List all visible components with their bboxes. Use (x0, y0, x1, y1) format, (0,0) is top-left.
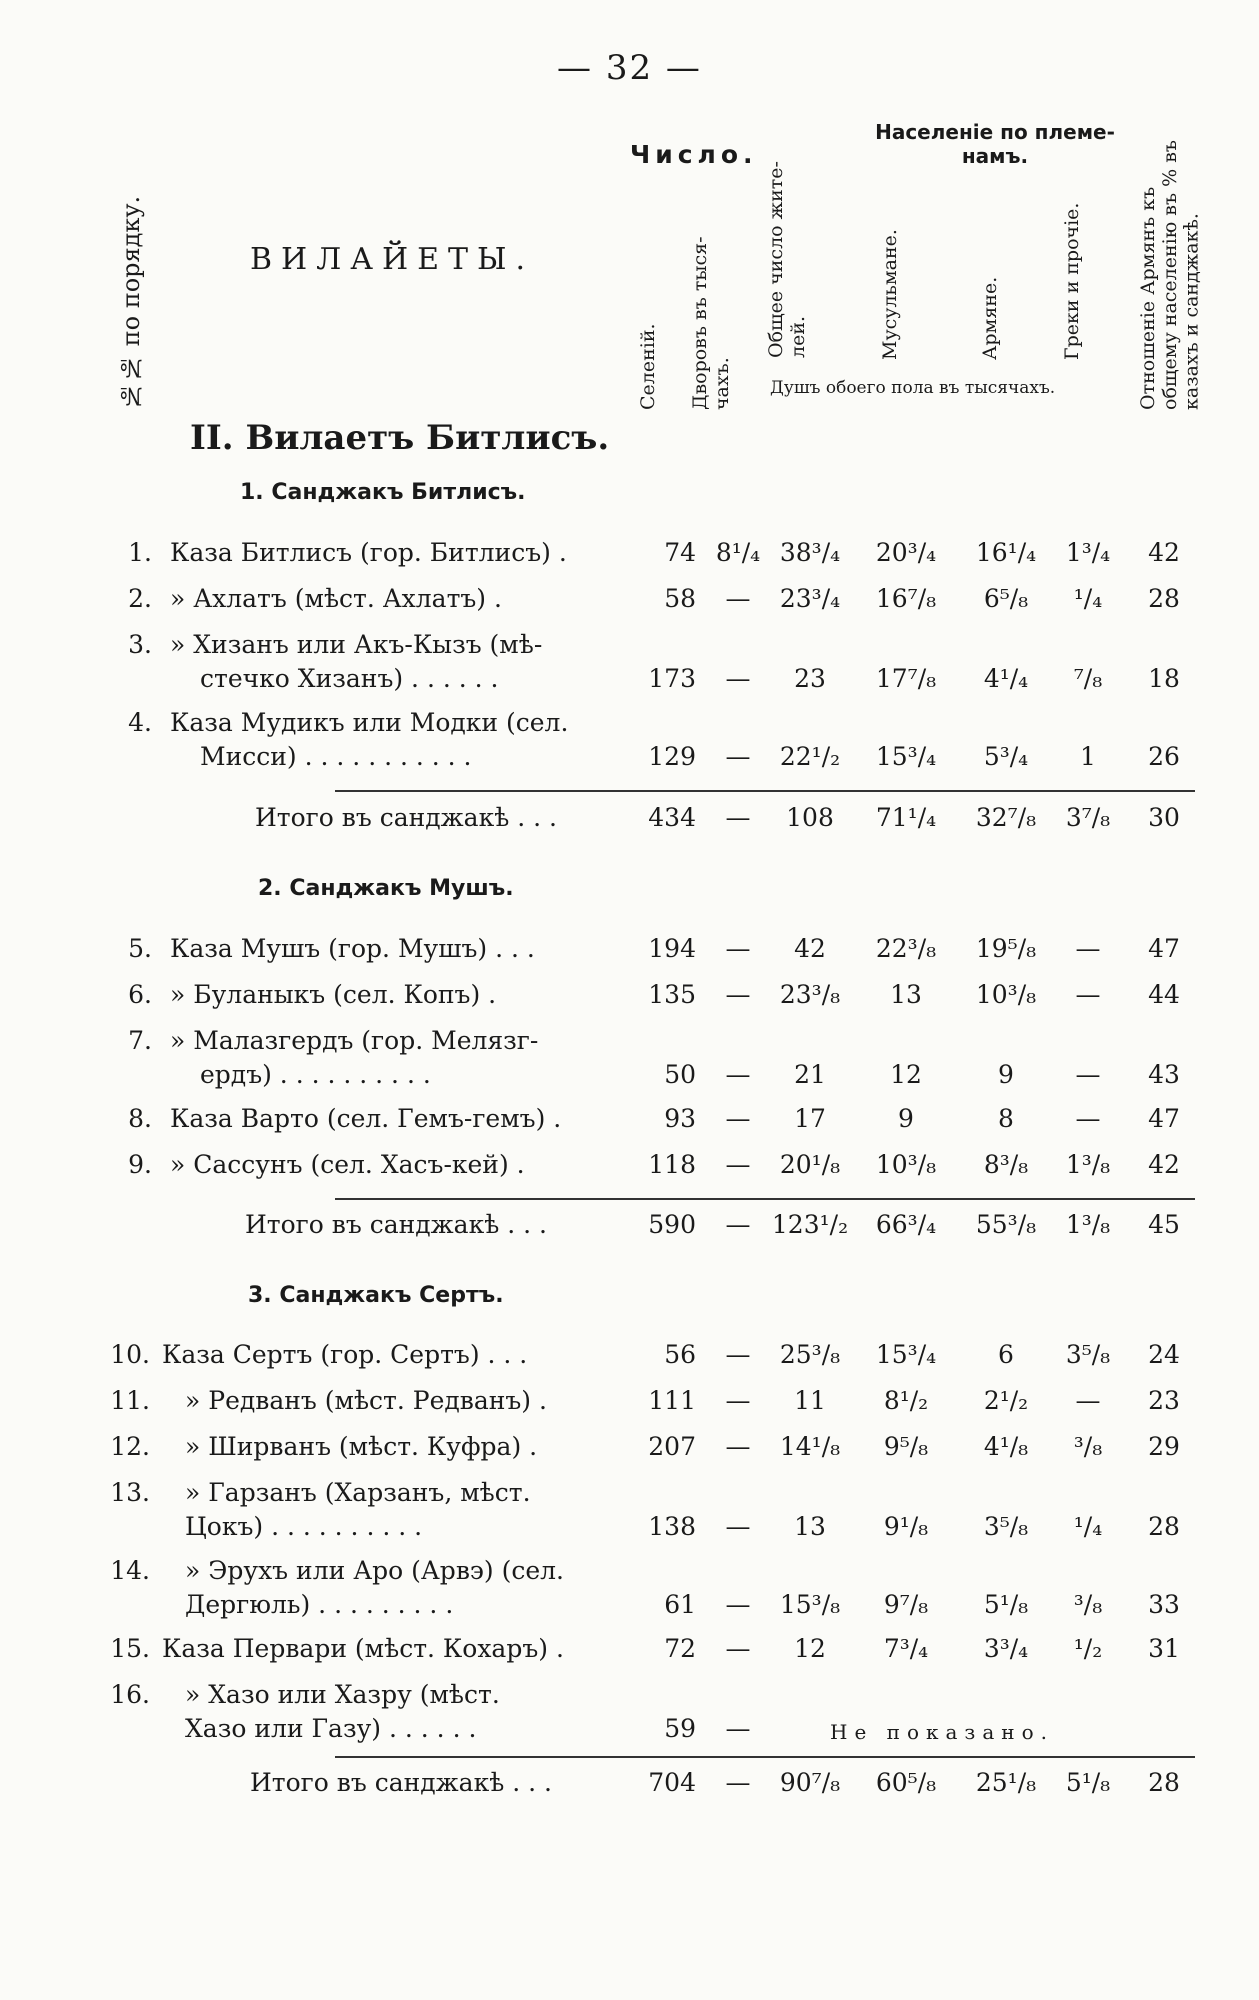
cell-greeks: 3⁵/₈ (1065, 1340, 1111, 1369)
row-name: » Хазо или Хазру (мѣст. (185, 1680, 500, 1709)
cell-armenians: 2¹/₂ (983, 1386, 1029, 1415)
cell-muslims: 8¹/₂ (883, 1386, 929, 1415)
cell-total: 23³/₈ (779, 980, 841, 1009)
row-number: 10. (110, 1340, 150, 1369)
cell-total: 12 (794, 1634, 826, 1663)
cell-total: 13 (794, 1512, 826, 1541)
cell-households: 8¹/₄ (715, 538, 761, 567)
cell-villages: 207 (648, 1432, 696, 1461)
header-armenians: Армяне. (979, 276, 1001, 360)
cell-ratio: 26 (1148, 742, 1180, 771)
header-villages: Селеній. (637, 323, 659, 410)
divider (335, 1756, 1195, 1758)
cell-total: 108 (786, 803, 834, 832)
cell-muslims: 22³/₈ (875, 934, 937, 963)
row-name-continuation: Цокъ) . . . . . . . . . . (185, 1512, 423, 1541)
cell-greeks: — (1075, 1386, 1101, 1415)
cell-greeks: ⁷/₈ (1073, 664, 1103, 693)
cell-armenians: 5¹/₈ (983, 1590, 1029, 1619)
divider (335, 790, 1195, 792)
cell-ratio: 47 (1148, 1104, 1180, 1133)
row-number: 2. (128, 584, 152, 613)
cell-ratio: 44 (1148, 980, 1180, 1009)
cell-greeks: ¹/₂ (1073, 1634, 1103, 1663)
cell-armenians: 5³/₄ (983, 742, 1029, 771)
cell-greeks: 3⁷/₈ (1065, 803, 1111, 832)
row-number: 15. (110, 1634, 150, 1663)
header-population-group: Населеніе по племе-намъ. (875, 120, 1115, 168)
cell-muslims: 60⁵/₈ (875, 1768, 937, 1797)
cell-ratio: 28 (1148, 584, 1180, 613)
row-number: 4. (128, 708, 152, 737)
cell-armenians: 8³/₈ (983, 1150, 1029, 1179)
cell-households: — (725, 742, 751, 771)
table-row (0, 1386, 1259, 1420)
cell-greeks: ³/₈ (1073, 1432, 1103, 1461)
row-name: » Хизанъ или Акъ-Кызъ (мѣ- (170, 630, 543, 659)
cell-villages: 138 (648, 1512, 696, 1541)
cell-households: — (725, 803, 751, 832)
header-households: Дворовъ въ тыся-чахъ. (689, 236, 733, 410)
cell-armenians: 4¹/₈ (983, 1432, 1029, 1461)
cell-muslims: 20³/₄ (875, 538, 937, 567)
cell-households: — (725, 1714, 751, 1743)
cell-ratio: 45 (1148, 1210, 1180, 1239)
row-name: » Малазгердъ (гор. Мелязг- (170, 1026, 539, 1055)
cell-greeks: — (1075, 934, 1101, 963)
cell-total: 15³/₈ (779, 1590, 841, 1619)
cell-total: 123¹/₂ (771, 1210, 849, 1239)
table-row (0, 584, 1259, 618)
cell-muslims: 66³/₄ (875, 1210, 937, 1239)
row-name: Каза Битлисъ (гор. Битлисъ) . (170, 538, 567, 567)
cell-ratio: 24 (1148, 1340, 1180, 1369)
table-row (0, 934, 1259, 968)
row-number: 11. (110, 1386, 150, 1415)
divider (335, 1198, 1195, 1200)
table-row (0, 1150, 1259, 1184)
cell-villages: 135 (648, 980, 696, 1009)
cell-muslims: 15³/₄ (875, 1340, 937, 1369)
cell-villages: 61 (664, 1590, 696, 1619)
total-row (0, 1768, 1259, 1802)
table-row (0, 1026, 1259, 1106)
cell-total: 42 (794, 934, 826, 963)
cell-villages: 111 (648, 1386, 696, 1415)
total-label: Итого въ санджакѣ . . . (255, 803, 557, 832)
row-name: Каза Мушъ (гор. Мушъ) . . . (170, 934, 535, 963)
cell-greeks: 5¹/₈ (1065, 1768, 1111, 1797)
cell-ratio: 33 (1148, 1590, 1180, 1619)
cell-households: — (725, 1060, 751, 1089)
cell-ratio: 29 (1148, 1432, 1180, 1461)
cell-ratio: 18 (1148, 664, 1180, 693)
cell-armenians: 6⁵/₈ (983, 584, 1029, 613)
cell-total: 22¹/₂ (779, 742, 841, 771)
cell-greeks: 1³/₈ (1065, 1210, 1111, 1239)
row-number: 9. (128, 1150, 152, 1179)
cell-ratio: 28 (1148, 1512, 1180, 1541)
cell-greeks: 1³/₄ (1065, 538, 1111, 567)
cell-armenians: 10³/₈ (975, 980, 1037, 1009)
cell-households: — (725, 1150, 751, 1179)
cell-households: — (725, 1768, 751, 1797)
header-greeks: Греки и прочіе. (1061, 202, 1083, 360)
cell-muslims: 17⁷/₈ (875, 664, 937, 693)
cell-ratio: 30 (1148, 803, 1180, 832)
cell-muslims: 9⁷/₈ (883, 1590, 929, 1619)
cell-villages: 704 (648, 1768, 696, 1797)
table-row (0, 1104, 1259, 1138)
cell-armenians: 19⁵/₈ (975, 934, 1037, 963)
cell-villages: 173 (648, 664, 696, 693)
total-label: Итого въ санджакѣ . . . (245, 1210, 547, 1239)
cell-greeks: — (1075, 1104, 1101, 1133)
cell-armenians: 6 (998, 1340, 1014, 1369)
cell-villages: 93 (664, 1104, 696, 1133)
cell-greeks: 1³/₈ (1065, 1150, 1111, 1179)
row-name: Каза Мудикъ или Модки (сел. (170, 708, 569, 737)
cell-total: 38³/₄ (779, 538, 841, 567)
header-vilayets: ВИЛАЙЕТЫ. (250, 242, 535, 277)
cell-armenians: 8 (998, 1104, 1014, 1133)
header-total-population: Общее число жите-лей. (765, 161, 809, 358)
cell-households: — (725, 664, 751, 693)
cell-muslims: 10³/₈ (875, 1150, 937, 1179)
table-row (0, 630, 1259, 710)
cell-ratio: 31 (1148, 1634, 1180, 1663)
cell-armenians: 3³/₄ (983, 1634, 1029, 1663)
cell-muslims: 12 (890, 1060, 922, 1089)
cell-households: — (725, 1590, 751, 1619)
table-row (0, 1478, 1259, 1558)
cell-total: 21 (794, 1060, 826, 1089)
row-number: 14. (110, 1556, 150, 1585)
cell-households: — (725, 1512, 751, 1541)
header-number-column: №№ по порядку. (117, 195, 145, 410)
row-name-continuation: Хазо или Газу) . . . . . . (185, 1714, 477, 1743)
row-number: 1. (128, 538, 152, 567)
row-name: » Сассунъ (сел. Хасъ-кей) . (170, 1150, 525, 1179)
cell-households: — (725, 1634, 751, 1663)
row-number: 3. (128, 630, 152, 659)
cell-villages: 58 (664, 584, 696, 613)
cell-armenians: 55³/₈ (975, 1210, 1037, 1239)
row-name: » Ширванъ (мѣст. Куфра) . (185, 1432, 538, 1461)
cell-greeks: 1 (1080, 742, 1096, 771)
total-label: Итого въ санджакѣ . . . (250, 1768, 552, 1797)
table-row (0, 538, 1259, 572)
cell-total: 14¹/₈ (779, 1432, 841, 1461)
header-units: Душъ обоего пола въ тысячахъ. (770, 378, 1056, 398)
cell-muslims: 15³/₄ (875, 742, 937, 771)
cell-muslims: 9 (898, 1104, 914, 1133)
cell-villages: 129 (648, 742, 696, 771)
cell-total: 17 (794, 1104, 826, 1133)
cell-total: 25³/₈ (779, 1340, 841, 1369)
cell-greeks: — (1075, 980, 1101, 1009)
cell-muslims: 7³/₄ (883, 1634, 929, 1663)
cell-total: 23 (794, 664, 826, 693)
page-number: — 32 — (557, 48, 702, 88)
row-number: 5. (128, 934, 152, 963)
cell-total: 90⁷/₈ (779, 1768, 841, 1797)
cell-villages: 74 (664, 538, 696, 567)
row-name-continuation: Мисси) . . . . . . . . . . . (200, 742, 472, 771)
cell-greeks: ¹/₄ (1073, 1512, 1103, 1541)
cell-greeks: — (1075, 1060, 1101, 1089)
header-number-group: Число. (630, 140, 758, 169)
row-number: 13. (110, 1478, 150, 1507)
cell-greeks: ¹/₄ (1073, 584, 1103, 613)
cell-ratio: 28 (1148, 1768, 1180, 1797)
row-number: 6. (128, 980, 152, 1009)
row-name: Каза Сертъ (гор. Сертъ) . . . (162, 1340, 528, 1369)
table-row (0, 1556, 1259, 1636)
cell-total: 23³/₄ (779, 584, 841, 613)
cell-villages: 118 (648, 1150, 696, 1179)
row-name: » Эрухъ или Аро (Арвэ) (сел. (185, 1556, 564, 1585)
cell-villages: 72 (664, 1634, 696, 1663)
cell-households: — (725, 1104, 751, 1133)
table-row (0, 1340, 1259, 1374)
total-row (0, 1210, 1259, 1244)
cell-greeks: ³/₈ (1073, 1590, 1103, 1619)
cell-villages: 590 (648, 1210, 696, 1239)
row-number: 12. (110, 1432, 150, 1461)
section-title: II. Вилаетъ Битлисъ. (190, 418, 610, 458)
cell-armenians: 9 (998, 1060, 1014, 1089)
row-name-continuation: Дергюль) . . . . . . . . . (185, 1590, 454, 1619)
row-name: » Буланыкъ (сел. Копъ) . (170, 980, 497, 1009)
cell-households: — (725, 1432, 751, 1461)
cell-villages: 50 (664, 1060, 696, 1089)
not-shown-note: Не показано. (830, 1720, 1054, 1744)
sanjak-title-mush: 2. Санджакъ Мушъ. (258, 876, 514, 901)
row-number: 7. (128, 1026, 152, 1055)
table-row (0, 980, 1259, 1014)
sanjak-title-sert: 3. Санджакъ Сертъ. (248, 1283, 504, 1308)
table-row (0, 708, 1259, 788)
cell-villages: 194 (648, 934, 696, 963)
cell-armenians: 25¹/₈ (975, 1768, 1037, 1797)
cell-ratio: 43 (1148, 1060, 1180, 1089)
table-row (0, 1634, 1259, 1668)
cell-villages: 56 (664, 1340, 696, 1369)
header-ratio: Отношеніе Армянъ къ общему населенію въ % въ казахъ и санджакѣ. (1137, 140, 1203, 410)
cell-households: — (725, 584, 751, 613)
row-name: » Редванъ (мѣст. Редванъ) . (185, 1386, 547, 1415)
cell-muslims: 71¹/₄ (875, 803, 937, 832)
cell-ratio: 42 (1148, 538, 1180, 567)
cell-total: 11 (794, 1386, 826, 1415)
cell-armenians: 32⁷/₈ (975, 803, 1037, 832)
cell-ratio: 23 (1148, 1386, 1180, 1415)
row-name-continuation: ердъ) . . . . . . . . . . (200, 1060, 431, 1089)
cell-households: — (725, 1386, 751, 1415)
row-name: » Ахлатъ (мѣст. Ахлатъ) . (170, 584, 502, 613)
sanjak-title-bitlis: 1. Санджакъ Битлисъ. (240, 480, 526, 505)
cell-households: — (725, 934, 751, 963)
cell-muslims: 16⁷/₈ (875, 584, 937, 613)
cell-ratio: 42 (1148, 1150, 1180, 1179)
cell-armenians: 16¹/₄ (975, 538, 1037, 567)
cell-armenians: 4¹/₄ (983, 664, 1029, 693)
cell-total: 20¹/₈ (779, 1150, 841, 1179)
cell-muslims: 13 (890, 980, 922, 1009)
row-number: 16. (110, 1680, 150, 1709)
table-row (0, 1432, 1259, 1466)
row-name: » Гарзанъ (Харзанъ, мѣст. (185, 1478, 531, 1507)
cell-ratio: 47 (1148, 934, 1180, 963)
row-number: 8. (128, 1104, 152, 1133)
row-name: Каза Варто (сел. Гемъ-гемъ) . (170, 1104, 562, 1133)
header-muslims: Мусульмане. (879, 229, 901, 360)
cell-households: — (725, 980, 751, 1009)
cell-households: — (725, 1210, 751, 1239)
row-name-continuation: стечко Хизанъ) . . . . . . (200, 664, 499, 693)
cell-muslims: 9⁵/₈ (883, 1432, 929, 1461)
cell-households: — (725, 1340, 751, 1369)
cell-armenians: 3⁵/₈ (983, 1512, 1029, 1541)
table-row (0, 1680, 1259, 1760)
cell-villages: 59 (664, 1714, 696, 1743)
cell-muslims: 9¹/₈ (883, 1512, 929, 1541)
total-row (0, 803, 1259, 837)
cell-villages: 434 (648, 803, 696, 832)
row-name: Каза Первари (мѣст. Кохаръ) . (162, 1634, 564, 1663)
